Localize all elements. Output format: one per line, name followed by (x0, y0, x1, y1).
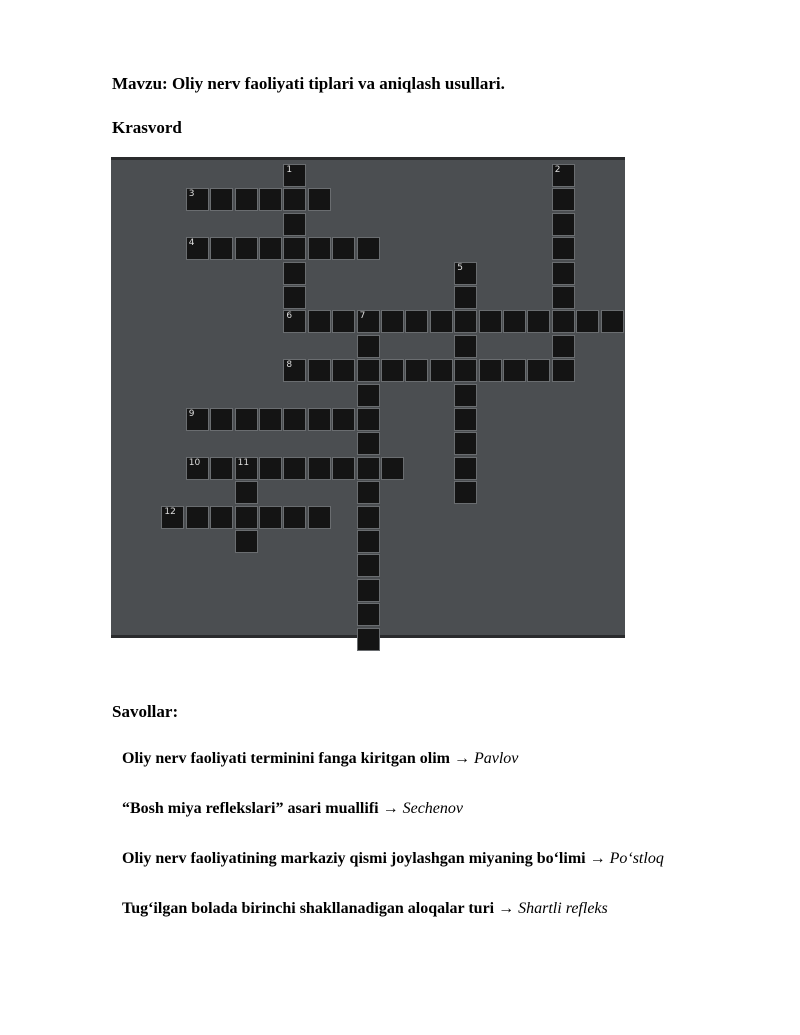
crossword-cell (283, 213, 306, 236)
arrow-icon: → (453, 750, 470, 767)
crossword-cell (381, 457, 404, 480)
crossword-cell (283, 164, 306, 187)
crossword-cell (454, 481, 477, 504)
arrow-icon: → (589, 850, 606, 867)
crossword-cell (357, 432, 380, 455)
document-topic: Mavzu: Oliy nerv faoliyati tiplari va aniqlash usullari. (112, 74, 505, 93)
crossword-cell (527, 310, 550, 333)
clue-number: 7 (359, 311, 366, 322)
arrow-icon: → (498, 900, 515, 917)
crossword-cell (210, 457, 233, 480)
crossword-cell (454, 310, 477, 333)
question-answer: Shartli refleks (518, 900, 608, 917)
crossword-cell (283, 457, 306, 480)
crossword-cell (259, 237, 282, 260)
clue-number: 5 (457, 262, 463, 273)
crossword-cell (259, 188, 282, 211)
question-item (122, 900, 608, 918)
crossword-cell (527, 359, 550, 382)
question-answer: Sechenov (402, 800, 463, 817)
crossword-cell (357, 310, 380, 333)
crossword-cell (186, 237, 209, 260)
crossword-cell (308, 408, 331, 431)
clue-number: 3 (188, 189, 195, 200)
clue-number: 6 (286, 311, 293, 322)
crossword-cell (357, 628, 380, 651)
crossword-cell (357, 408, 380, 431)
question-text: Tug‘ilgan bolada birinchi shakllanadigan aloqalar turi (122, 900, 495, 917)
crossword-cell (210, 506, 233, 529)
crossword-cell (479, 310, 502, 333)
clue-number: 9 (188, 409, 195, 419)
crossword-cell (552, 237, 575, 260)
clue-number: 8 (286, 360, 293, 371)
crossword-cell (454, 384, 477, 407)
clue-number: 2 (554, 165, 561, 175)
crossword-cell (357, 506, 380, 529)
crossword-cell (308, 457, 331, 480)
document-subtitle: Krasvord (112, 118, 182, 137)
crossword-cell (161, 506, 184, 529)
questions-title: Savollar: (112, 702, 179, 721)
crossword-cell (259, 457, 282, 480)
question-text: Oliy nerv faoliyatining markaziy qismi joylashgan miyaning bo‘limi (122, 850, 586, 867)
clue-number: 1 (286, 165, 293, 175)
crossword-cell (332, 457, 355, 480)
crossword-cell (308, 506, 331, 529)
crossword-cell (357, 554, 380, 577)
question-text: Oliy nerv faoliyati terminini fanga kiritgan olim (122, 750, 450, 767)
crossword-cell (357, 481, 380, 504)
crossword-cell (283, 506, 306, 529)
crossword-cell (259, 506, 282, 529)
crossword-cell (186, 457, 209, 480)
question-item (122, 800, 463, 818)
crossword-cell (576, 310, 599, 333)
crossword-cell (186, 408, 209, 431)
crossword-cell (381, 359, 404, 382)
crossword-cell (332, 359, 355, 382)
crossword-cell (454, 359, 477, 382)
clue-number: 12 (164, 506, 176, 517)
crossword-grid (111, 157, 625, 638)
crossword-cell (454, 457, 477, 480)
crossword-cell (381, 310, 404, 333)
crossword-cell (186, 188, 209, 211)
crossword-cell (430, 359, 453, 382)
crossword-cell (210, 188, 233, 211)
question-text: “Bosh miya reflekslari” asari muallifi (122, 800, 379, 817)
crossword-cell (308, 237, 331, 260)
crossword-cell (259, 408, 282, 431)
crossword-cell (308, 188, 331, 211)
crossword-cell (235, 237, 258, 260)
crossword-cell (235, 506, 258, 529)
crossword-cell (283, 262, 306, 285)
crossword-cell (503, 310, 526, 333)
crossword-cell (552, 286, 575, 309)
crossword-cell (357, 237, 380, 260)
crossword-cell (210, 237, 233, 260)
question-item (122, 750, 518, 768)
crossword-cell (357, 530, 380, 553)
crossword-cell (283, 188, 306, 211)
crossword-cell (454, 432, 477, 455)
crossword-cell (357, 384, 380, 407)
question-answer: Pavlov (473, 750, 519, 767)
crossword-cell (283, 286, 306, 309)
crossword-cell (235, 530, 258, 553)
crossword-cell (479, 359, 502, 382)
crossword-cell (454, 335, 477, 358)
question-answer: Po‘stloq (609, 850, 664, 867)
crossword-cell (552, 213, 575, 236)
crossword-cell (454, 262, 477, 285)
crossword-cell (405, 310, 428, 333)
crossword-cell (235, 408, 258, 431)
clue-number: 10 (188, 457, 201, 468)
question-item (122, 850, 664, 868)
crossword-cell (552, 359, 575, 382)
crossword-cell (552, 310, 575, 333)
crossword-cell (552, 335, 575, 358)
crossword-cell (357, 579, 380, 602)
crossword-cell (186, 506, 209, 529)
crossword-cell (405, 359, 428, 382)
crossword-cell (283, 237, 306, 260)
crossword-cell (308, 310, 331, 333)
crossword-cell (601, 310, 624, 333)
crossword-cell (357, 359, 380, 382)
crossword-cell (308, 359, 331, 382)
crossword-cell (283, 310, 306, 333)
crossword-cell (503, 359, 526, 382)
crossword-cell (454, 408, 477, 431)
clue-number: 4 (188, 238, 195, 249)
crossword-cell (357, 335, 380, 358)
crossword-cell (332, 237, 355, 260)
clue-number: 11 (237, 457, 250, 468)
crossword-cell (357, 603, 380, 626)
crossword-cell (552, 164, 575, 187)
crossword-cell (210, 408, 233, 431)
crossword-cell (357, 457, 380, 480)
crossword-cell (552, 188, 575, 211)
crossword-cell (454, 286, 477, 309)
crossword-cell (235, 481, 258, 504)
crossword-cell (332, 408, 355, 431)
crossword-cell (283, 359, 306, 382)
crossword-cell (552, 262, 575, 285)
crossword-cell (430, 310, 453, 333)
crossword-cell (235, 188, 258, 211)
crossword-cell (332, 310, 355, 333)
arrow-icon: → (382, 800, 399, 817)
crossword-cell (235, 457, 258, 480)
crossword-cell (283, 408, 306, 431)
